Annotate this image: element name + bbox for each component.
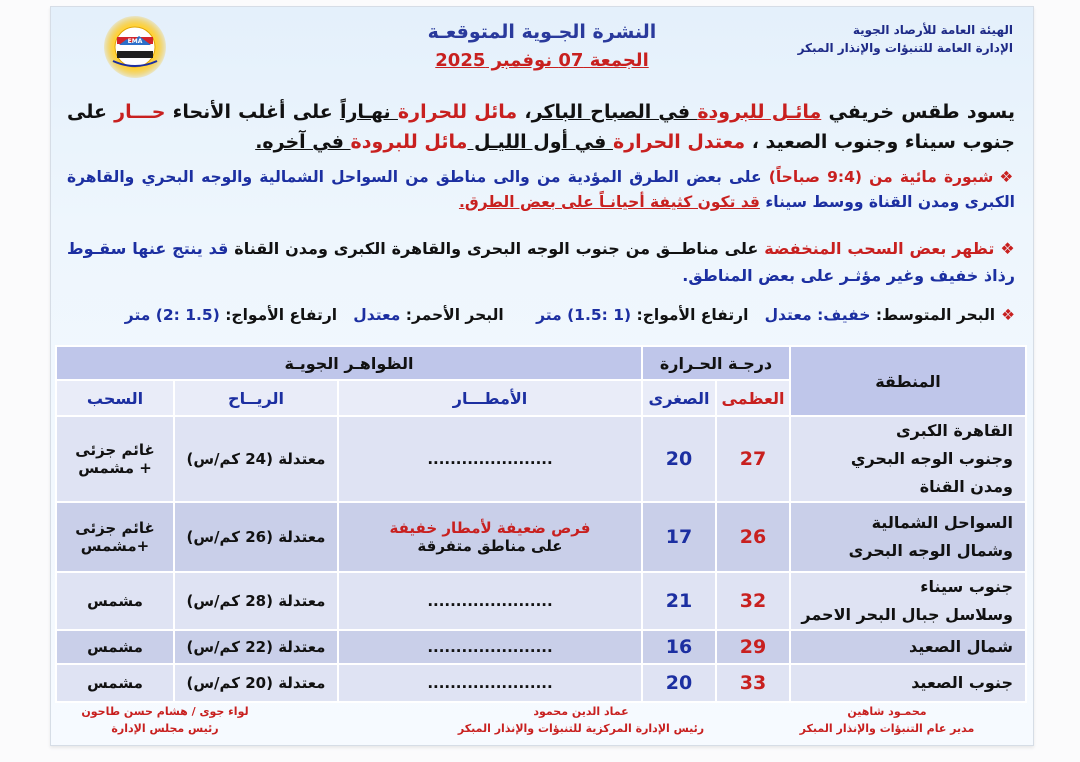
- wave-label: ارتفاع الأمواج:: [636, 306, 749, 324]
- min-temp-cell: 17: [642, 502, 716, 572]
- cloud-cell: غائم جزئى + مشمس: [56, 416, 174, 502]
- svg-text:EMA: EMA: [127, 38, 143, 45]
- cloud-cell: مشمس: [56, 572, 174, 630]
- weather-summary: [67, 97, 1015, 157]
- cloud-cell: غائم جزئى +مشمس: [56, 502, 174, 572]
- wind-cell: معتدلة (28 كم/س): [174, 572, 338, 630]
- table-row: [56, 502, 1026, 572]
- rain-cell: ......................: [338, 416, 642, 502]
- max-temp-cell: 26: [716, 502, 790, 572]
- max-temp-header: [716, 380, 790, 416]
- diamond-bullet-icon: ❖: [1000, 239, 1016, 258]
- min-temp-cell: 20: [642, 664, 716, 702]
- signature-name: محمـود شاهين: [847, 705, 927, 718]
- warning-highlight: قد تكون كثيفة أحيانـاً على بعض الطرق.: [458, 193, 760, 211]
- signature-chairman: [65, 703, 265, 737]
- cloud-cell: مشمس: [56, 630, 174, 664]
- wind-cell: معتدلة (20 كم/س): [174, 664, 338, 702]
- warning-highlight: تظهر بعض السحب المنخفضة: [764, 239, 995, 258]
- wave-value: (1.5 :2) متر: [124, 306, 220, 324]
- region-cell: السواحل الشمالية وشمال الوجه البحرى: [790, 502, 1026, 572]
- cloud-cell: مشمس: [56, 664, 174, 702]
- cloud-warning: [67, 235, 1015, 289]
- wave-label: ارتفاع الأمواج:: [225, 306, 338, 324]
- max-temp-label: العظمى: [721, 388, 785, 408]
- region-cell: جنوب سيناء وسلاسل جبال البحر الاحمر: [790, 572, 1026, 630]
- warning-text: قد ينتج عنها سقـوط رذاذ خفيف وغير مؤثـر على بعض المناطق.: [67, 239, 1015, 285]
- rain-cell: فرص ضعيفة لأمطار خفيفة على مناطق متفرقة: [338, 502, 642, 572]
- rain-cell: ......................: [338, 572, 642, 630]
- sea-label: البحر المتوسط:: [875, 306, 996, 324]
- wind-cell: معتدلة (22 كم/س): [174, 630, 338, 664]
- sea-label: البحر الأحمر:: [405, 306, 504, 324]
- bulletin-title: النشرة الجـوية المتوقعـة: [427, 21, 657, 43]
- phenomena-header: الظواهـر الجويـة: [56, 346, 642, 380]
- min-temp-cell: 20: [642, 416, 716, 502]
- sea-value: معتدل: [353, 306, 401, 324]
- table-row: [56, 416, 1026, 502]
- diamond-bullet-icon: ❖: [999, 168, 1015, 186]
- org-department: الإدارة العامة للتنبؤات والإنذار المبكر: [797, 41, 1013, 55]
- temperature-header: درجـة الحـرارة: [642, 346, 790, 380]
- sea-state: [67, 303, 1015, 327]
- rain-header: الأمطـــار: [338, 380, 642, 416]
- summary-text: نهـاراً: [339, 101, 398, 123]
- max-temp-cell: 29: [716, 630, 790, 664]
- org-name: الهيئة العامة للأرصاد الجوية: [852, 23, 1013, 37]
- summary-text: في الصباح الباكر: [531, 101, 698, 123]
- region-header: المنطقة: [790, 346, 1026, 416]
- summary-highlight: معتدل الحرارة: [612, 131, 746, 153]
- wave-value: (1 :1.5) متر: [536, 306, 632, 324]
- fog-warning: [67, 165, 1015, 215]
- region-cell: شمال الصعيد: [790, 630, 1026, 664]
- signature-title: رئيس الإدارة المركزية للتنبؤات والإنذار المبكر: [457, 722, 705, 735]
- wind-cell: معتدلة (24 كم/س): [174, 416, 338, 502]
- warning-highlight: شبورة مائية من (9:4 صباحاً): [768, 168, 994, 186]
- summary-highlight: مائـل للبرودة: [697, 101, 822, 123]
- summary-highlight: مائل للحرارة: [397, 101, 518, 123]
- summary-text: على أغلب الأنحاء: [165, 101, 340, 123]
- table-row: [56, 664, 1026, 702]
- diamond-bullet-icon: ❖: [1001, 306, 1015, 324]
- cloud-header: السحب: [56, 380, 174, 416]
- summary-text: ،: [517, 101, 532, 123]
- warning-text: على مناطــق من جنوب الوجه البحرى والقاهرة الكبرى ومدن القناة: [228, 239, 765, 258]
- signature-title: مدير عام التنبؤات والإنذار المبكر: [799, 722, 975, 735]
- min-temp-header: الصغرى: [642, 380, 716, 416]
- table-row: [56, 630, 1026, 664]
- summary-text: في أول الليـل: [467, 131, 613, 153]
- region-cell: القاهرة الكبرى وجنوب الوجه البحري ومدن القناة: [790, 416, 1026, 502]
- forecast-table: [55, 345, 1027, 703]
- summary-text: يسود طقس خريفي: [821, 101, 1016, 123]
- signature-central-head: [451, 703, 711, 737]
- bulletin-sheet: [50, 6, 1034, 746]
- summary-text: في آخره.: [255, 131, 351, 153]
- wind-header: الريــاح: [174, 380, 338, 416]
- min-temp-cell: 16: [642, 630, 716, 664]
- table-row: [56, 572, 1026, 630]
- signature-director: [777, 703, 997, 737]
- max-temp-cell: 33: [716, 664, 790, 702]
- min-temp-cell: 21: [642, 572, 716, 630]
- signature-title: رئيس مجلس الإدارة: [111, 722, 219, 735]
- rain-cell: ......................: [338, 664, 642, 702]
- summary-highlight: حـــار: [114, 101, 166, 123]
- rain-cell: ......................: [338, 630, 642, 664]
- ema-logo-icon: [97, 15, 173, 79]
- summary-highlight: مائل للبرودة: [350, 131, 468, 153]
- warning-text: على بعض الطرق المؤدية من والى مناطق من السواحل الشمالية والوجه البحري والقاهرة الكبرى ومدن القناة ووسط سيناء: [67, 168, 1015, 211]
- wind-cell: معتدلة (26 كم/س): [174, 502, 338, 572]
- max-temp-cell: 32: [716, 572, 790, 630]
- bulletin-date: الجمعة 07 نوفمبر 2025: [435, 50, 649, 71]
- signature-name: لواء جوى / هشام حسن طاحون: [81, 705, 249, 718]
- sea-value: خفيف: معتدل: [764, 306, 871, 324]
- summary-text: على جنوب سيناء وجنوب الصعيد ،: [67, 101, 1015, 153]
- signature-name: عماد الدين محمود: [533, 705, 629, 718]
- max-temp-cell: 27: [716, 416, 790, 502]
- region-cell: جنوب الصعيد: [790, 664, 1026, 702]
